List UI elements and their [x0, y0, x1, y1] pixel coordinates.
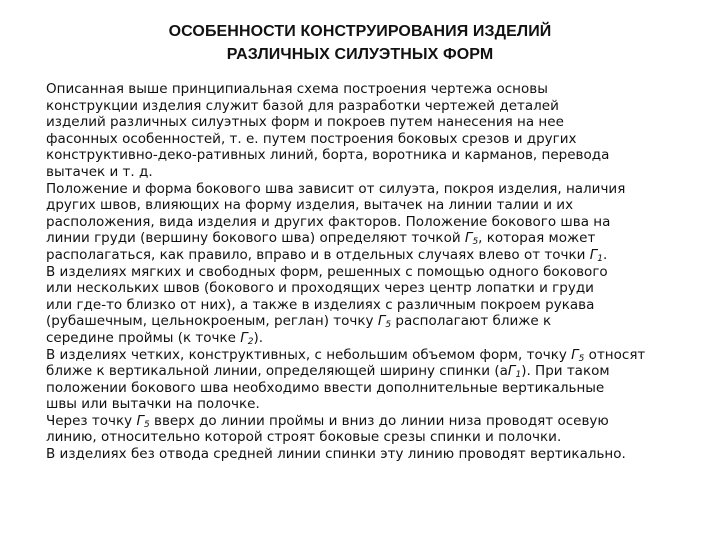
point-symbol-g5 — [465, 230, 478, 246]
paragraph-5 — [46, 413, 686, 446]
paragraph-2 — [46, 181, 686, 264]
text-segment: линии груди (вершину бокового шва) определяют точкой — [46, 230, 465, 247]
text-segment: относят — [584, 346, 646, 363]
text-line — [46, 230, 686, 248]
symbol-subscript: 5 — [385, 320, 392, 331]
text-segment: ). — [253, 329, 264, 346]
title-line-2: РАЗЛИЧНЫХ СИЛУЭТНЫХ ФОРМ — [226, 46, 494, 63]
symbol-letter: Г — [589, 246, 598, 263]
page-title — [60, 20, 660, 66]
point-symbol-g1 — [590, 247, 603, 263]
point-symbol-g5 — [378, 313, 391, 329]
text-line — [46, 412, 686, 430]
symbol-letter: Г — [507, 363, 516, 380]
text-line: В изделиях без отвода средней линии спинки эту линию проводят вертикально. — [46, 446, 626, 463]
text-segment: Через точку — [46, 412, 137, 429]
text-line: других швов, влияющих на форму изделия, вытачек на линии талии и их — [46, 197, 574, 214]
text-segment: , которая может — [478, 230, 596, 247]
symbol-letter: Г — [377, 313, 386, 330]
text-line: линию, относительно которой строят боковые срезы спинки и полочки. — [46, 429, 562, 446]
text-line: или нескольких швов (бокового и проходящих через центр лопатки и груди — [46, 280, 594, 297]
text-line — [46, 329, 686, 347]
text-segment: (рубашечным, цельнокроеным, реглан) точку — [46, 313, 378, 330]
text-line: вытачек и т. д. — [46, 163, 153, 180]
paragraph-3 — [46, 264, 686, 347]
paragraph-4 — [46, 347, 686, 413]
symbol-letter: Г — [240, 329, 248, 346]
text-line: Положение и форма бокового шва зависит от силуэта, покроя изделия, наличия — [46, 180, 626, 197]
text-line — [46, 246, 686, 264]
symbol-letter: Г — [464, 230, 473, 247]
text-line: расположения, вида изделия и других факторов. Положение бокового шва на — [46, 213, 611, 230]
symbol-subscript: 5 — [472, 237, 479, 248]
symbol-subscript: 5 — [143, 419, 150, 430]
text-line: фасонных особенностей, т. е. путем построения боковых срезов и других — [46, 130, 577, 147]
text-segment: ближе к вертикальной линии, определяющей ширину спинки (а — [46, 363, 508, 380]
text-segment: вверх до линии проймы и вниз до линии низа проводят осевую — [149, 412, 609, 429]
point-symbol-g5 — [136, 413, 149, 429]
text-line: швы или вытачки на полочке. — [46, 396, 260, 413]
symbol-letter: Г — [136, 412, 144, 429]
text-line: В изделиях мягких и свободных форм, решенных с помощью одного бокового — [46, 263, 608, 280]
paragraph-1 — [46, 81, 686, 181]
text-segment: ). При таком — [521, 363, 610, 380]
text-line: конструктивно-деко-ративных линий, борта, воротника и карманов, перевода — [46, 147, 610, 164]
symbol-subscript: 2 — [247, 336, 254, 347]
text-segment: середине проймы (к точке — [46, 329, 241, 346]
symbol-subscript: 1 — [515, 370, 522, 381]
symbol-subscript: 1 — [597, 253, 603, 264]
text-segment: В изделиях четких, конструктивных, с небольшим объемом форм, точку — [46, 346, 572, 363]
title-line-1: ОСОБЕННОСТИ КОНСТРУИРОВАНИЯ ИЗДЕЛИЙ — [168, 23, 552, 40]
point-symbol-g2 — [240, 330, 253, 346]
symbol-subscript: 5 — [578, 353, 585, 364]
text-line — [46, 363, 686, 381]
text-line — [46, 313, 686, 331]
text-line: изделий различных силуэтных форм и покроев путем нанесения на нее — [46, 114, 564, 131]
text-line: или где-то близко от них), а также в изделиях с различным покроем рукава — [46, 296, 595, 313]
point-symbol-g5 — [571, 347, 584, 363]
paragraph-6 — [46, 446, 686, 463]
text-segment: располагают ближе к — [391, 313, 552, 330]
text-line: конструкции изделия служит базой для разработки чертежей деталей — [46, 97, 559, 114]
body-text — [46, 81, 686, 463]
text-line: Описанная выше принципиальная схема построения чертежа основы — [46, 81, 548, 97]
text-line: положении бокового шва необходимо ввести дополнительные вертикальные — [46, 379, 605, 396]
symbol-letter: Г — [571, 346, 579, 363]
point-symbol-g1 — [508, 363, 521, 379]
text-line — [46, 346, 686, 364]
text-segment: . — [602, 246, 608, 263]
text-segment: располагаться, как правило, вправо и в отдельных случаях влево от точки — [46, 246, 590, 263]
